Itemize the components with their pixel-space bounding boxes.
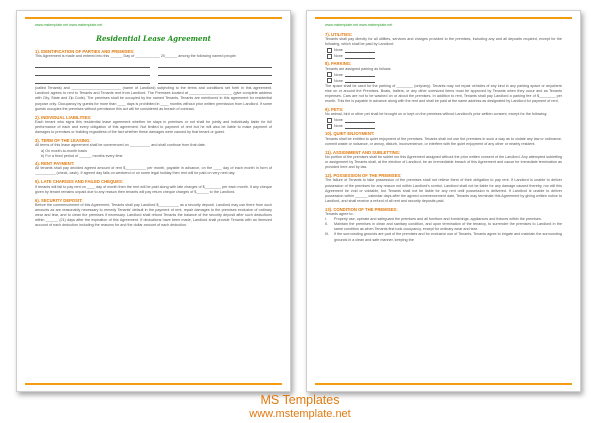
checkbox[interactable] — [327, 54, 332, 59]
section-text: Tenants shall pay directly for all utilities, services and charges provided to the premises, including any and all deposits required, except for the following, which shall be paid by Landlord: — [325, 37, 562, 47]
list-text: If the surrounding grounds are part of the premises and for exclusive use of Tenants, Tenants agree to irrigate and maintain the surrounding grounds in a clean and safe manner, keeping the — [334, 232, 562, 242]
section-heading: 1). IDENTIFICATION OF PARTIES AND PREMISES: — [35, 49, 135, 54]
section-text: No animal, bird or other pet shall be brought on or kept on the premises without Landlord's prior written consent, except for the following: — [325, 112, 548, 117]
header-url: www.mstemplate.net www.mstemplate.net — [325, 23, 393, 27]
option-item: b) For a fixed period of ______ months every time — [41, 153, 123, 158]
section-text: This Agreement is made and entered into this ______ Day of ____________ 20______ among the following named people: — [35, 54, 237, 59]
section-heading: 10). QUIET ENJOYMENT: — [325, 131, 375, 137]
section-heading: 12). POSSESSION OF THE PREMISES: — [325, 173, 402, 179]
section-heading: 4). RENT PAYMENT: — [35, 160, 75, 166]
list-item — [325, 232, 562, 242]
document-page-right — [306, 10, 581, 392]
page-content — [315, 17, 572, 385]
blank-lines — [35, 70, 272, 76]
section-heading: 8). PARKING: — [325, 61, 352, 67]
section-text: If tenants will fail to pay rent on ____ day of month then the rent will be paid along with late charges of $________ per each month. If any cheque given by tenant remains unpaid due to any reason then tenants will pay return cheque charges of $______ to the Landlord. — [35, 184, 272, 194]
section-heading: 5). LATE CHARGES AND FAILED CHEQUES: — [35, 179, 124, 185]
section-text: All tenants shall pay decided agreed amount of rent $__________ per month, payable in advance, on the ____ day of each month in form of __________ (check, cash). If agreed day falls on weekend or on some legal holiday then rent will be paid on very next day. — [35, 166, 272, 176]
section-text: Tenants shall be entitled to quiet enjoyment of the premises. Tenants shall not use the premises in such a way as to violate any law or ordinance, commit waste or nuisance, or annoy, disturb, inconvenience, or interfere with the quiet enjoyment of any other or nearby resident. — [325, 136, 562, 146]
checkbox-row: None — [325, 78, 562, 84]
list-number: I. — [325, 217, 328, 222]
blank-lines — [35, 78, 272, 84]
section-heading: 9). PETS: — [325, 107, 344, 113]
blank-lines — [35, 62, 272, 68]
section-heading: 7). UTILITIES: — [325, 32, 353, 37]
checkbox-row: None — [325, 117, 562, 123]
list-text: Properly use, operate and safeguard the premises and all furniture and furnishings, appliances and fixtures within the premises. — [334, 217, 542, 222]
section-heading: 13). CONDITION OF THE PREMISES: — [325, 206, 398, 212]
list-text: Maintain the premises in clean and sanitary condition, and upon termination of the tenancy, to surrender the premises to Landlord in the same condition as when Tenants first took occupancy, except for ordinary wear and tear. — [334, 222, 562, 232]
caption-url: www.mstemplate.net — [249, 408, 351, 420]
document-title: Residential Lease Agreement — [96, 34, 211, 43]
checkbox[interactable] — [327, 78, 332, 83]
section-text: Tenants agree to: — [325, 212, 354, 217]
section-text: All terms of this lease agreement shall be commenced on __________ and shall continue from that date. — [35, 143, 206, 148]
checkbox[interactable] — [327, 124, 332, 129]
section-text: Before the commencement of this Agreement, Tenants shall pay Landlord $__________ as a security deposit. Landlord may use there from such amounts as are reasonably necessary to remedy Tenants' default in the payment of rent, repair damages to the premises exclusive of ordinary wear and tear, and to clean the premises if necessary. Landlord shall refund Tenants the balance of the security deposit after such deductions within ______ (21) days after the expiration of this Agreement. If deductions have been made, Landlord shall provide Tenants with an itemized account of each deduction including the reasons for and the dollar amount of each deduction. — [35, 202, 272, 228]
section-text: The space shall be used for the parking of ________ (only/any). Tenants may not repair vehicles of any kind in any parking space or anywhere else on or around the Premises. Boats, trailers, or any other oversized items must be approved by Tenants when they occur and as Tenants expenses. Cars are not to be washed on or about the premises. In addition to rent, Tenants shall pay Landlord a parking fee of $________ per month. This fee is payable in advance along with the rent and shall be paid at the same address as designated by Landlord for payment of rent. — [325, 83, 562, 103]
section-heading: 11). ASSIGNMENT AND SUBLETTING: — [325, 149, 401, 155]
option-item: a) On month-to-month basis — [41, 148, 87, 153]
checkbox-row: None — [325, 123, 562, 129]
section-text: No portion of the premises shall be sublet nor this Agreement assigned without the prior written consent of the Landlord. Any attempted subletting or assignment by Tenants shall, at the election of Landlord, be an irremediable breach of this Agreement and cause for immediate termination as provided here and by law. — [325, 154, 562, 170]
checkbox-row: None — [325, 53, 562, 59]
page-content — [25, 17, 282, 385]
checkbox[interactable] — [327, 48, 332, 53]
checkbox-row: None — [325, 72, 562, 78]
section-text: (called Tenants) and ________________________ (name of Landlord) subjecting to the terms and conditions set forth in this agreement. Landlord agrees to rent to Tenants and Tenants rent from Landlord. The Premises located at _____________________ (give complete address with City, State and Zip Code). The premises shall be occupied by the named Tenants, Tenants are mentioned in this agreement for residential purpose only. Occupancy by guests for more than ____ days is prohibited in ____ months without prior written permission from Landlord. If some guests occupies the premises without permission this act will be considered as breach of contract. — [35, 86, 272, 111]
list-number: II. — [325, 222, 329, 227]
list-item — [325, 222, 562, 232]
section-text: Tenants are assigned parking as follows: — [325, 66, 392, 71]
section-text: Each tenant who signs this residential lease agreement whether he stays in premises or not shall be jointly and individually liable for full performance of each and every obligation of this agreement. Not limited to payment of rent but he will also be liable to make payment of damages to premises or building regardless of the fact whether these damages were caused by that tenant or guest. — [35, 119, 272, 135]
checkbox-row: None — [325, 47, 562, 53]
section-heading: 6). SECURITY DEPOSIT: — [35, 197, 83, 203]
section-text: The failure of Tenants to take possession of the premises shall not relieve them of their obligation to pay rent. If Landlord is unable to deliver possession of the premises for any reason not within Landlord's control, Landlord shall not be liable for any damage caused thereby, nor will this Agreement be void or voidable, but Tenants shall not be liable for any rent until possession is delivered. If Landlord is unable to deliver possession within ______ calendar days after the agreed commencement date, Tenants may terminate this Agreement by giving written notice to Landlord, and shall receive a refund of all rent and security deposits paid. — [325, 178, 562, 203]
checkbox[interactable] — [327, 72, 332, 77]
checkbox[interactable] — [327, 118, 332, 123]
condition-list — [325, 217, 562, 242]
list-number: III. — [325, 232, 330, 237]
document-page-left — [16, 10, 291, 392]
caption-title: MS Templates — [260, 393, 340, 407]
section-heading: 3). TERM OF THE LEASING: — [35, 138, 91, 144]
section-heading: 2). INDIVIDUAL LIABILITIES: — [35, 114, 92, 120]
header-url: www.mstemplate.net www.mstemplate.net — [35, 23, 103, 27]
